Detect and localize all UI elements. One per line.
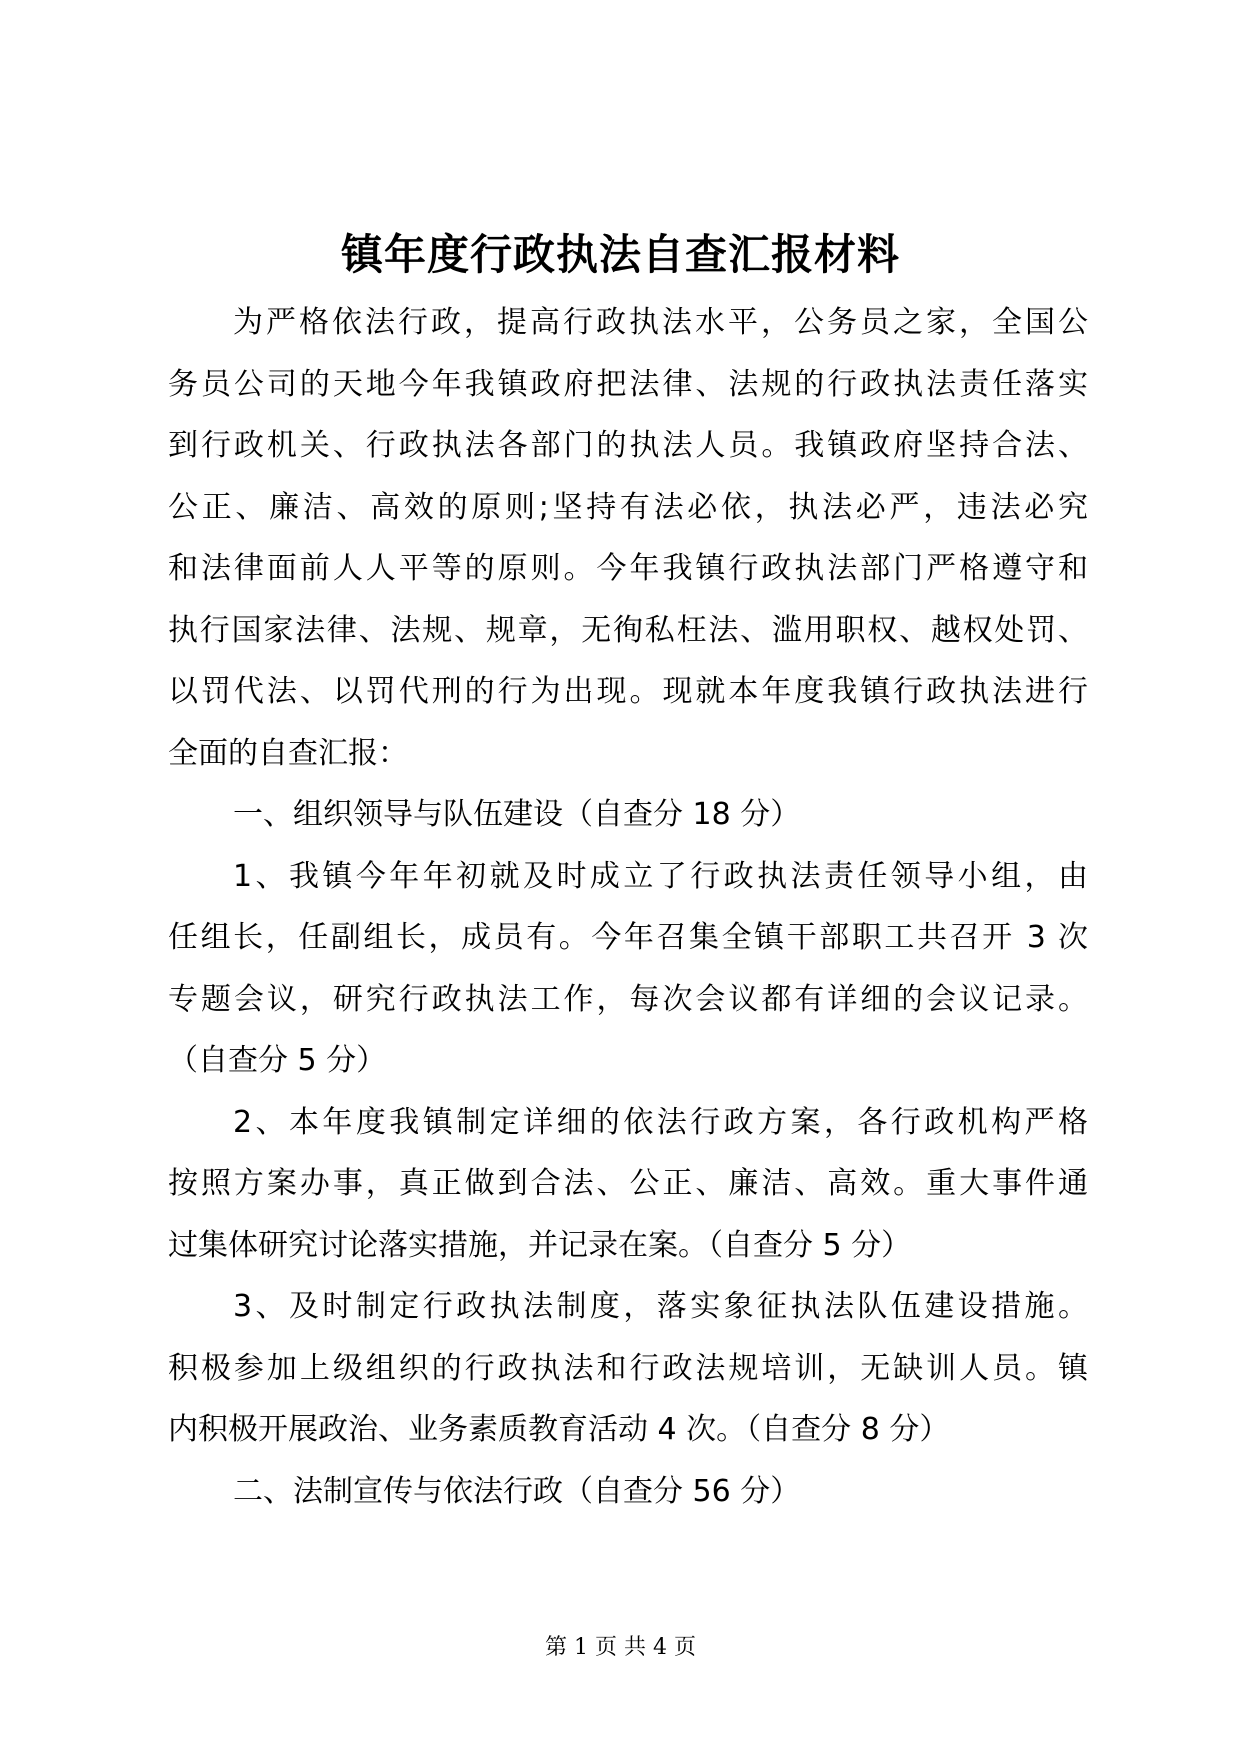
body-line: 按照方案办事，真正做到合法、公正、廉洁、高效。重大事件通	[168, 1166, 1088, 1201]
document-body	[168, 292, 1088, 1522]
body-line: 以罚代法、以罚代刑的行为出现。现就本年度我镇行政执法进行	[168, 674, 1088, 709]
body-line: 内积极开展政治、业务素质教育活动 4 次。（自查分 8 分）	[168, 1412, 950, 1447]
body-line: 过集体研究讨论落实措施，并记录在案。（自查分 5 分）	[168, 1227, 912, 1263]
page-number-footer: 第 1 页 共 4 页	[545, 1635, 696, 1660]
body-line: 3、及时制定行政执法制度，落实象征执法队伍建设措施。	[233, 1289, 1088, 1324]
body-line: （自查分 5 分）	[168, 1043, 387, 1078]
body-line: 1、我镇今年年初就及时成立了行政执法责任领导小组，由	[233, 858, 1088, 894]
body-line: 专题会议，研究行政执法工作，每次会议都有详细的会议记录。	[168, 981, 1088, 1017]
body-line: 积极参加上级组织的行政执法和行政法规培训，无缺训人员。镇	[168, 1350, 1088, 1386]
body-line: 2、本年度我镇制定详细的依法行政方案，各行政机构严格	[233, 1104, 1088, 1140]
document-title: 镇年度行政执法自查汇报材料	[340, 230, 900, 279]
section-heading: 二、法制宣传与依法行政（自查分 56 分）	[233, 1473, 801, 1509]
section-heading: 一、组织领导与队伍建设（自查分 18 分）	[233, 797, 801, 832]
body-line: 公正、廉洁、高效的原则;坚持有法必依，执法必严，违法必究	[168, 489, 1088, 525]
body-line: 任组长，任副组长，成员有。今年召集全镇干部职工共召开 3 次	[168, 920, 1088, 955]
body-line: 为严格依法行政，提高行政执法水平，公务员之家，全国公	[233, 305, 1088, 340]
body-line: 执行国家法律、法规、规章，无徇私枉法、滥用职权、越权处罚、	[168, 612, 1088, 648]
body-line: 和法律面前人人平等的原则。今年我镇行政执法部门严格遵守和	[168, 551, 1088, 586]
body-line: 到行政机关、行政执法各部门的执法人员。我镇政府坚持合法、	[168, 428, 1088, 463]
body-line: 务员公司的天地今年我镇政府把法律、法规的行政执法责任落实	[168, 366, 1088, 402]
body-line: 全面的自查汇报：	[168, 735, 408, 771]
